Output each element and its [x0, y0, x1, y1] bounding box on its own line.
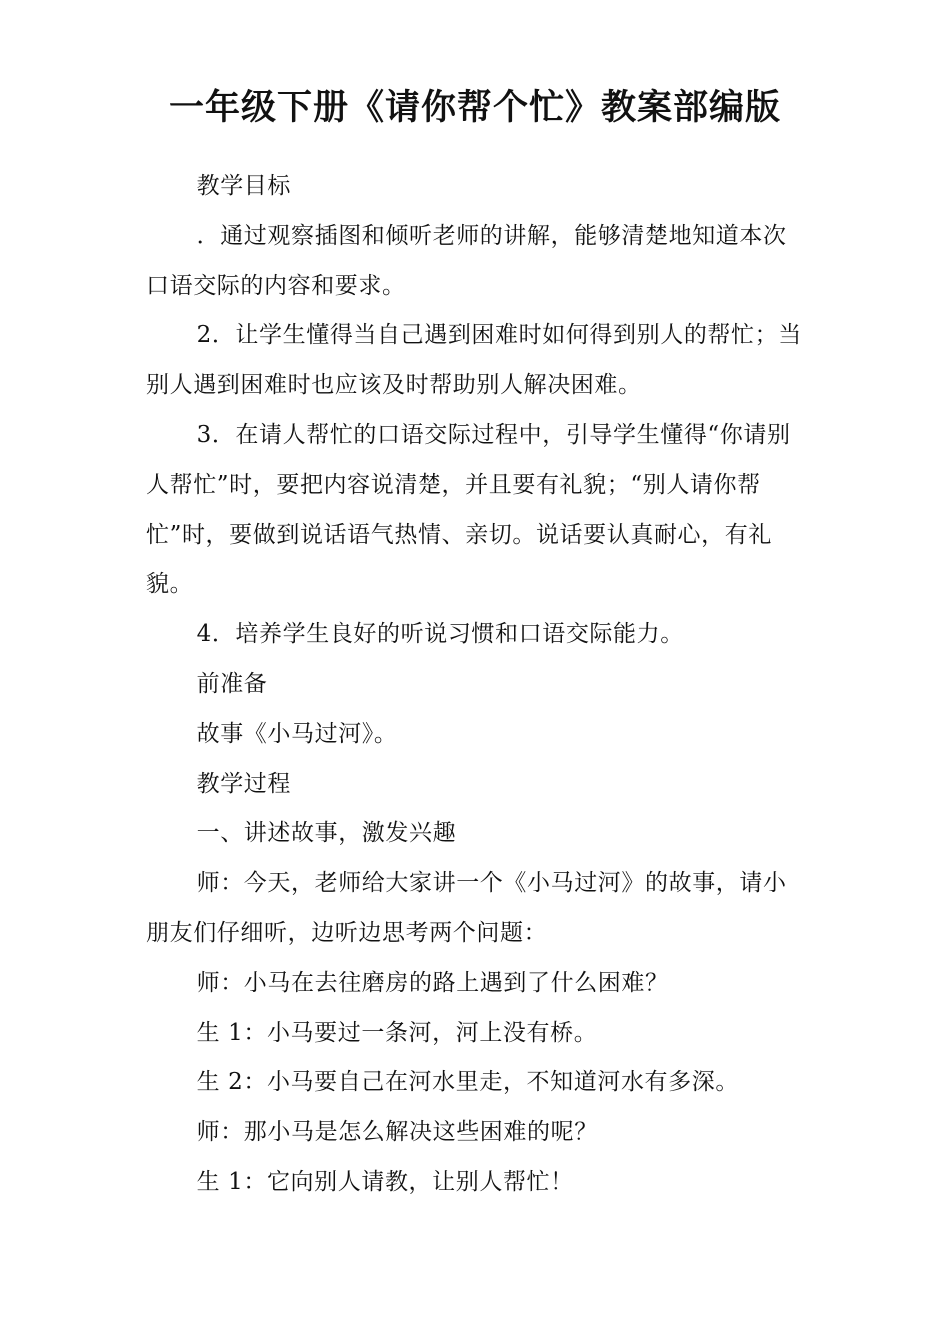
document-title: 一年级下册《请你帮个忙》教案部编版 [168, 88, 781, 128]
objective-2: 2．让学生懂得当自己遇到困难时如何得到别人的帮忙；当别人遇到困难时也应该及时帮助别人解决困难。 [146, 322, 802, 399]
dialogue-line: 师：今天，老师给大家讲一个《小马过河》的故事，请小朋友们仔细听，边听边思考两个问题： [146, 870, 787, 946]
dialogue-line: 师：小马在去往磨房的路上遇到了什么困难？ [196, 969, 669, 996]
document-body [146, 162, 810, 1208]
section-heading-preparation: 前准备 [196, 670, 268, 697]
dialogue-line: 师：那小马是怎么解决这些困难的呢？ [196, 1119, 598, 1146]
dialogue-line: 生 2：小马要自己在河水里走，不知道河水有多深。 [196, 1069, 739, 1096]
section-heading-process: 教学过程 [196, 770, 291, 797]
objective-4: 4．培养学生良好的听说习惯和口语交际能力。 [196, 621, 684, 648]
process-step-1-heading: 一、讲述故事，激发兴趣 [196, 820, 457, 847]
objective-1: ．通过观察插图和倾听老师的讲解，能够清楚地知道本次口语交际的内容和要求。 [146, 222, 787, 299]
dialogue-line: 生 1：小马要过一条河，河上没有桥。 [196, 1019, 598, 1046]
dialogue-line: 生 1：它向别人请教，让别人帮忙！ [196, 1168, 574, 1195]
preparation-text: 故事《小马过河》。 [196, 720, 398, 747]
objective-3: 3．在请人帮忙的口语交际过程中，引导学生懂得“你请别人帮忙”时，要把内容说清楚，并且要有礼貌；“别人请你帮忙”时，要做到说话语气热情、亲切。说话要认真耐心，有礼貌。 [146, 421, 791, 598]
section-heading-objectives: 教学目标 [196, 173, 291, 199]
